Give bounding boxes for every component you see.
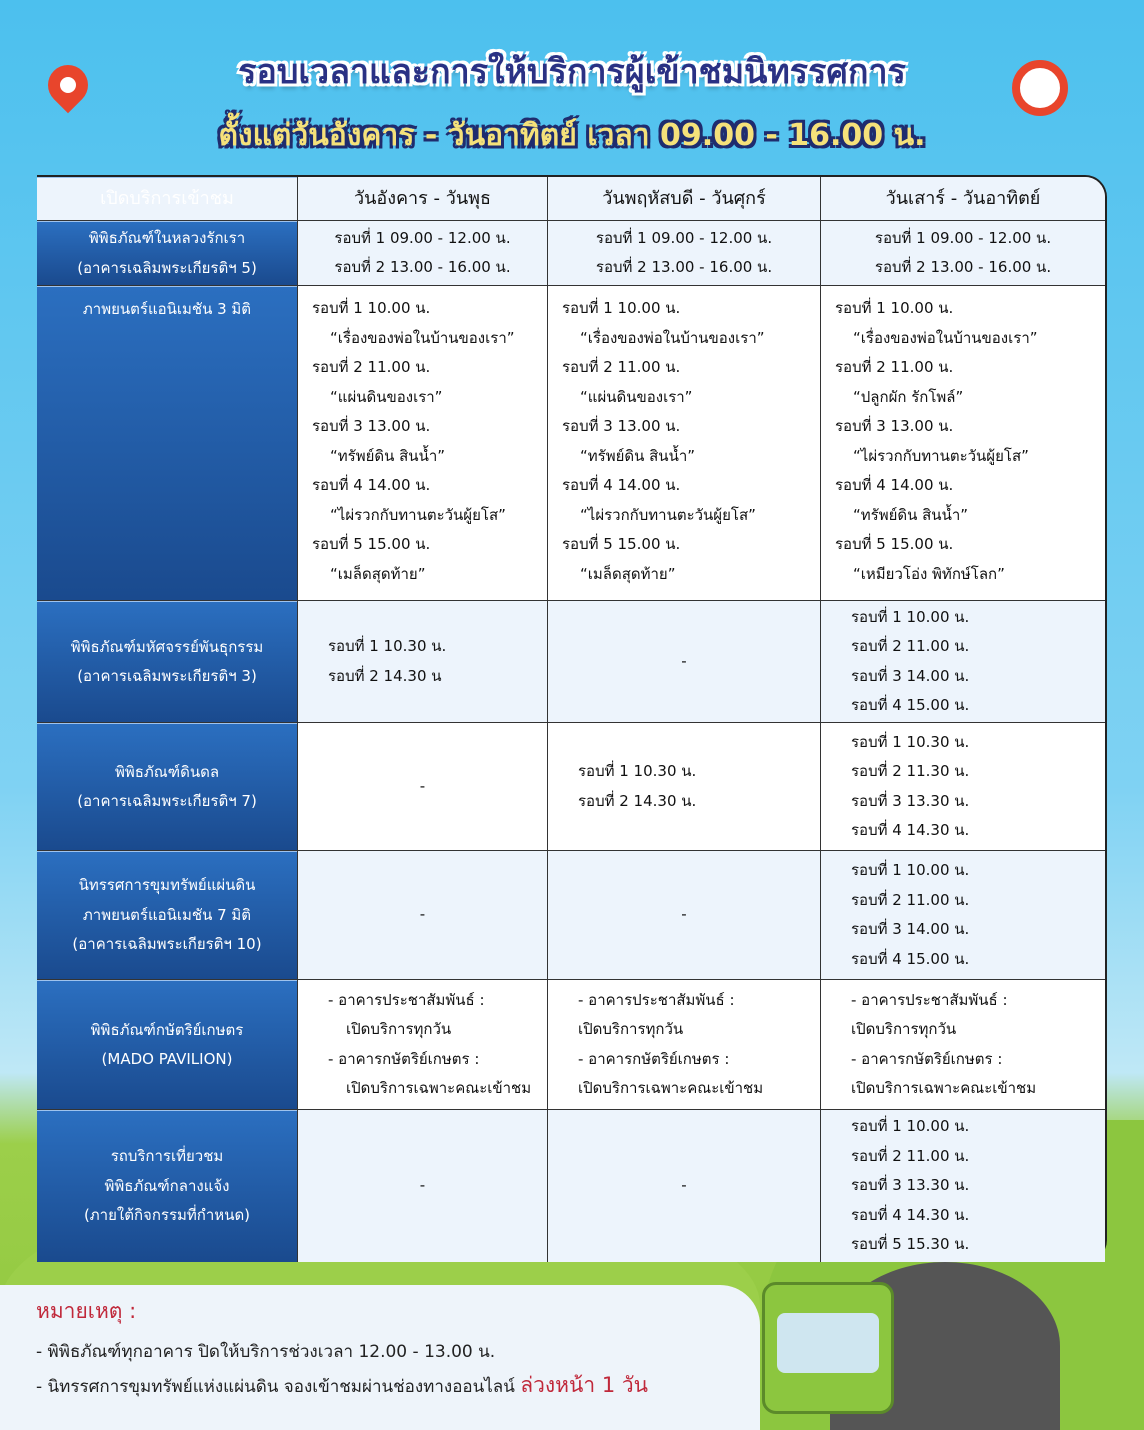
venue-name-line: (อาคารเฉลิมพระเกียรติฯ 7) — [77, 792, 257, 810]
schedule-line: “เรื่องของพ่อในบ้านของเรา” — [330, 328, 515, 347]
note-text: - นิทรรศการขุมทรัพย์แห่งแผ่นดิน จองเข้าชมผ่านช่องทางออนไลน์ — [36, 1377, 515, 1397]
schedule-cell — [547, 1110, 820, 1262]
schedule-line: “ไผ่รวกกับทานตะวันผู้ยโส” — [580, 505, 756, 524]
schedule-cell — [820, 1110, 1105, 1262]
schedule-line: - อาคารประชาสัมพันธ์ : — [328, 990, 485, 1009]
venue-name-line: พิพิธภัณฑ์ในหลวงรักเรา — [88, 229, 246, 247]
note-highlight: ล่วงหน้า 1 วัน — [520, 1373, 649, 1397]
header-label: วันเสาร์ - วันอาทิตย์ — [885, 187, 1041, 209]
schedule-line: รอบที่ 1 10.00 น. — [851, 861, 970, 879]
schedule-line: รอบที่ 1 10.00 น. — [851, 1117, 970, 1136]
table-row — [37, 600, 1105, 722]
table-row — [37, 1109, 1105, 1262]
schedule-line: รอบที่ 4 14.00 น. — [835, 476, 954, 494]
schedule-cell — [820, 221, 1105, 285]
venue-name-cell — [37, 851, 297, 979]
schedule-line: “แผ่นดินของเรา” — [330, 387, 443, 406]
schedule-line: - — [419, 776, 426, 795]
schedule-cell — [297, 221, 547, 285]
schedule-line: รอบที่ 1 09.00 - 12.00 น. — [595, 228, 773, 247]
notes-panel — [0, 1285, 760, 1430]
schedule-cell — [820, 723, 1105, 850]
venue-name-line: พิพิธภัณฑ์กลางแจ้ง — [104, 1176, 230, 1195]
schedule-cell — [297, 851, 547, 979]
schedule-cell — [547, 723, 820, 850]
page-subtitle: ตั้งแต่วันอังคาร - วันอาทิตย์ เวลา 09.00 - 16.00 น. — [218, 118, 926, 153]
schedule-line: - — [681, 905, 687, 924]
schedule-cell — [820, 980, 1105, 1109]
schedule-line: รอบที่ 1 10.00 น. — [312, 299, 431, 317]
schedule-line: รอบที่ 4 14.00 น. — [562, 476, 681, 494]
schedule-line: “ทรัพย์ดิน สินน้ำ” — [853, 505, 969, 524]
schedule-line: - อาคารกษัตริย์เกษตร : — [578, 1049, 730, 1068]
schedule-cell — [547, 601, 820, 722]
schedule-line: รอบที่ 2 11.00 น. — [851, 637, 970, 655]
table-row — [37, 220, 1105, 285]
schedule-line: “ไผ่รวกกับทานตะวันผู้ยโส” — [330, 505, 506, 524]
note-line — [36, 1369, 724, 1404]
schedule-cell — [297, 1110, 547, 1262]
schedule-line: รอบที่ 3 13.00 น. — [562, 417, 681, 435]
header-label: วันพฤหัสบดี - วันศุกร์ — [602, 187, 766, 209]
header-cell — [820, 177, 1105, 220]
venue-name-cell — [37, 286, 297, 600]
schedule-line: รอบที่ 2 13.00 - 16.00 น. — [595, 258, 773, 276]
schedule-cell — [297, 980, 547, 1109]
notes-title: หมายเหตุ : — [36, 1299, 137, 1323]
schedule-line: รอบที่ 4 14.00 น. — [312, 476, 431, 494]
bus-illustration — [762, 1282, 894, 1414]
venue-name-line: (MADO PAVILION) — [101, 1050, 233, 1068]
schedule-cell — [547, 286, 820, 600]
venue-name-cell — [37, 980, 297, 1109]
schedule-line: “ปลูกผัก รักโพล์” — [853, 387, 964, 406]
venue-name-line: นิทรรศการขุมทรัพย์แผ่นดิน — [78, 876, 256, 895]
venue-name-line: พิพิธภัณฑ์ดินดล — [114, 762, 220, 781]
table-row — [37, 850, 1105, 979]
venue-name-line: พิพิธภัณฑ์มหัศจรรย์พันธุกรรม — [70, 637, 264, 656]
venue-name-cell — [37, 1110, 297, 1262]
schedule-line: เปิดบริการเฉพาะคณะเข้าชม — [578, 1079, 764, 1097]
schedule-line: รอบที่ 4 15.00 น. — [851, 696, 970, 714]
venue-name-line: (ภายใต้กิจกรรมที่กำหนด) — [83, 1206, 251, 1225]
venue-name-cell — [37, 601, 297, 722]
schedule-line: รอบที่ 2 11.00 น. — [851, 890, 970, 909]
schedule-line: รอบที่ 1 10.00 น. — [835, 299, 954, 317]
schedule-cell — [297, 723, 547, 850]
schedule-table — [37, 175, 1107, 1262]
venue-name-line: (อาคารเฉลิมพระเกียรติฯ 5) — [77, 258, 257, 277]
schedule-line: รอบที่ 1 10.00 น. — [851, 607, 970, 626]
location-pin-icon — [40, 57, 97, 114]
table-header-row — [37, 177, 1105, 220]
schedule-line: เปิดบริการเฉพาะคณะเข้าชม — [851, 1079, 1037, 1097]
schedule-line: - — [419, 905, 426, 924]
schedule-line: รอบที่ 1 10.30 น. — [328, 637, 447, 655]
schedule-line: รอบที่ 2 11.00 น. — [835, 358, 954, 376]
venue-name-line: รถบริการเที่ยวชม — [110, 1147, 224, 1166]
schedule-cell — [820, 851, 1105, 979]
header-cell — [297, 177, 547, 220]
header-label: วันอังคาร - วันพุธ — [353, 187, 492, 209]
schedule-line: “ไผ่รวกกับทานตะวันผู้ยโส” — [853, 446, 1029, 465]
schedule-line: รอบที่ 5 15.00 น. — [562, 535, 681, 553]
page-title: รอบเวลาและการให้บริการผู้เข้าชมนิทรรศการ — [238, 52, 906, 92]
header-label: เปิดบริการเข้าชม — [100, 188, 234, 210]
schedule-cell — [297, 601, 547, 722]
schedule-line: รอบที่ 1 10.30 น. — [851, 732, 970, 751]
schedule-line: “เมล็ดสุดท้าย” — [330, 564, 426, 583]
schedule-line: “แผ่นดินของเรา” — [580, 387, 693, 406]
schedule-line: เปิดบริการทุกวัน — [346, 1020, 452, 1038]
schedule-line: รอบที่ 2 11.00 น. — [851, 1146, 970, 1165]
venue-name-line: พิพิธภัณฑ์กษัตริย์เกษตร — [90, 1020, 244, 1039]
schedule-line: รอบที่ 2 14.30 น. — [578, 791, 697, 810]
schedule-line: “เหมียวโอ่ง พิทักษ์โลก” — [853, 564, 1005, 583]
schedule-line: “เมล็ดสุดท้าย” — [580, 564, 676, 583]
venue-name-line: ภาพยนตร์แอนิเมชัน 7 มิติ — [82, 905, 252, 924]
table-row — [37, 979, 1105, 1109]
schedule-line: รอบที่ 1 09.00 - 12.00 น. — [874, 228, 1052, 247]
schedule-cell — [297, 286, 547, 600]
schedule-line: รอบที่ 3 13.30 น. — [851, 791, 970, 810]
schedule-line: - อาคารประชาสัมพันธ์ : — [851, 990, 1008, 1009]
schedule-line: “เรื่องของพ่อในบ้านของเรา” — [853, 328, 1038, 347]
schedule-line: - อาคารกษัตริย์เกษตร : — [328, 1049, 480, 1068]
schedule-line: รอบที่ 5 15.00 น. — [835, 535, 954, 553]
venue-name-line: ภาพยนตร์แอนิเมชัน 3 มิติ — [82, 300, 252, 318]
schedule-line: รอบที่ 4 15.00 น. — [851, 949, 970, 968]
schedule-line: รอบที่ 1 10.00 น. — [562, 299, 681, 317]
schedule-line: รอบที่ 5 15.00 น. — [312, 535, 431, 553]
schedule-line: - อาคารกษัตริย์เกษตร : — [851, 1049, 1003, 1068]
schedule-line: รอบที่ 3 13.00 น. — [312, 417, 431, 435]
schedule-line: รอบที่ 2 11.00 น. — [312, 358, 431, 376]
schedule-cell — [547, 851, 820, 979]
schedule-line: รอบที่ 3 14.00 น. — [851, 920, 970, 938]
schedule-line: “ทรัพย์ดิน สินน้ำ” — [580, 446, 696, 465]
schedule-line: รอบที่ 4 14.30 น. — [851, 1205, 970, 1224]
note-line: - พิพิธภัณฑ์ทุกอาคาร ปิดให้บริการช่วงเวลา 12.00 - 13.00 น. — [36, 1342, 496, 1362]
schedule-line: - — [681, 651, 687, 670]
header-cell — [547, 177, 820, 220]
schedule-line: รอบที่ 1 09.00 - 12.00 น. — [334, 228, 511, 247]
schedule-line: รอบที่ 2 13.00 - 16.00 น. — [334, 258, 511, 276]
schedule-cell — [820, 286, 1105, 600]
venue-name-line: (อาคารเฉลิมพระเกียรติฯ 10) — [72, 935, 262, 954]
schedule-cell — [547, 221, 820, 285]
schedule-line: รอบที่ 2 14.30 น — [328, 666, 442, 685]
schedule-line: รอบที่ 1 10.30 น. — [578, 762, 697, 780]
schedule-line: รอบที่ 2 13.00 - 16.00 น. — [874, 258, 1052, 276]
schedule-line: “เรื่องของพ่อในบ้านของเรา” — [580, 328, 765, 347]
schedule-line: รอบที่ 5 15.30 น. — [851, 1235, 970, 1254]
schedule-line: - อาคารประชาสัมพันธ์ : — [578, 990, 735, 1009]
schedule-line: รอบที่ 3 13.00 น. — [835, 417, 954, 435]
schedule-line: เปิดบริการทุกวัน — [578, 1020, 684, 1038]
schedule-line: รอบที่ 4 14.30 น. — [851, 821, 970, 839]
schedule-line: - — [681, 1176, 687, 1195]
schedule-line: รอบที่ 2 11.00 น. — [562, 358, 681, 376]
schedule-cell — [820, 601, 1105, 722]
schedule-line: รอบที่ 2 11.30 น. — [851, 762, 970, 780]
schedule-line: รอบที่ 3 14.00 น. — [851, 666, 970, 685]
schedule-line: รอบที่ 3 13.30 น. — [851, 1176, 970, 1195]
venue-name-line: (อาคารเฉลิมพระเกียรติฯ 3) — [77, 667, 257, 685]
table-row — [37, 285, 1105, 600]
schedule-line: เปิดบริการทุกวัน — [851, 1020, 957, 1038]
header-cell — [37, 177, 297, 220]
venue-name-cell — [37, 723, 297, 850]
bus-window — [777, 1313, 879, 1373]
schedule-line: “ทรัพย์ดิน สินน้ำ” — [330, 446, 446, 465]
schedule-line: - — [419, 1176, 426, 1195]
venue-name-cell — [37, 221, 297, 285]
table-row — [37, 722, 1105, 850]
schedule-cell — [547, 980, 820, 1109]
schedule-line: เปิดบริการเฉพาะคณะเข้าชม — [346, 1079, 532, 1097]
